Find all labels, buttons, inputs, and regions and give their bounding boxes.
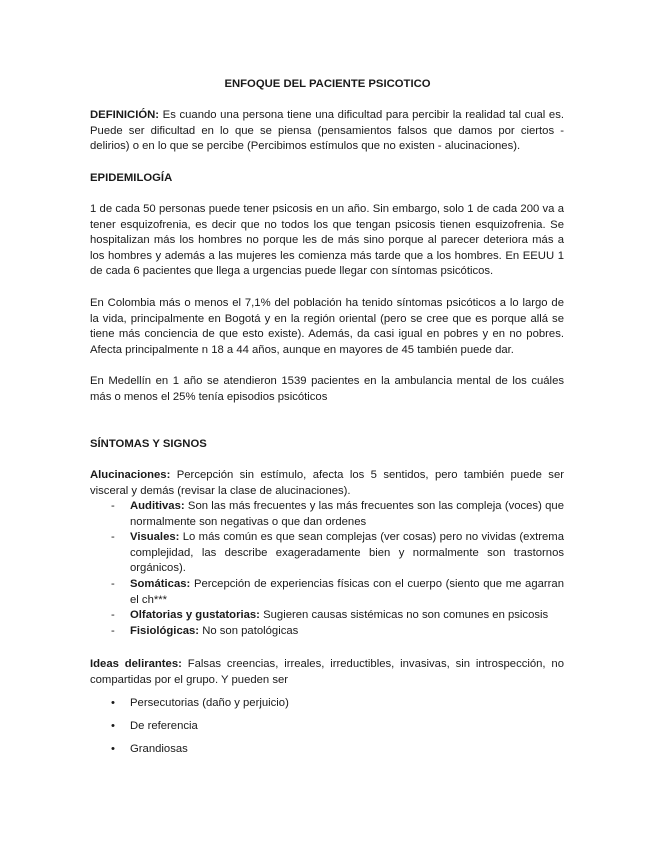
list-item-label: Somáticas: (130, 577, 191, 590)
list-item-label: Fisiológicas: (130, 624, 200, 637)
definition-text: Es cuando una persona tiene una dificultad para percibir la realidad tal cual es. Puede ser dificultad en lo que se piensa (pensamientos falsos que damos por ciertos - delirios) o en lo que se percibe (Percibimos estímulos que no existen - alucinaciones). (90, 109, 564, 153)
hallucinations-list-wrapper (90, 499, 564, 639)
bullet-icon: • (111, 720, 115, 732)
list-item (90, 608, 564, 624)
bullet-icon: • (111, 697, 115, 709)
list-item (90, 624, 564, 640)
definition-paragraph (90, 108, 564, 155)
list-item-text: Persecutorias (daño y perjuicio) (130, 697, 289, 709)
hallucinations-text: Percepción sin estímulo, afecta los 5 sentidos, pero también puede ser visceral y demás (revisar la clase de alucinaciones). (90, 469, 564, 497)
list-item (90, 696, 564, 719)
list-item (90, 742, 564, 765)
epidemiology-paragraph-2: En Colombia más o menos el 7,1% del población ha tenido síntomas psicóticos a lo largo de la vida, principalmente en Bogotá y en la región oriental (pero se cree que es porque allá se tiene más conciencia de que esto existe). Además, da casi igual en pobres y en no pobres. Afecta principalmente n 18 a 44 años, aunque en mayores de 45 también puede dar. (90, 297, 564, 356)
hallucinations-list (90, 499, 564, 639)
delusions-paragraph (90, 657, 564, 688)
list-item-text: Sugieren causas sistémicas no son comunes en psicosis (259, 609, 549, 622)
page-title: ENFOQUE DEL PACIENTE PSICOTICO (224, 78, 431, 90)
delusions-list (90, 696, 564, 765)
bullet-icon: • (111, 743, 115, 755)
list-item-text: No son patológicas (199, 624, 299, 637)
list-item-text: De referencia (130, 720, 198, 732)
symptoms-heading: SÍNTOMAS Y SIGNOS (90, 438, 207, 450)
delusions-text: Falsas creencias, irreales, irreductibles, invasivas, sin introspección, no compartidas por el grupo. Y pueden ser (90, 658, 564, 686)
epidemiology-paragraph-3: En Medellín en 1 año se atendieron 1539 pacientes en la ambulancia mental de los cuáles más o menos el 25% tenía episodios psicóticos (90, 375, 564, 403)
list-item-label: Auditivas: (130, 500, 185, 512)
list-item-text: Percepción de experiencias físicas con el cuerpo (siento que me agarran el ch*** (130, 577, 564, 606)
list-item (90, 577, 564, 608)
list-item-text: Grandiosas (130, 743, 188, 755)
list-item-text: Son las más frecuentes y las más frecuentes son las compleja (voces) que normalmente son negativas o que dan ordenes (130, 500, 564, 528)
list-item (90, 719, 564, 742)
hallucinations-label: Alucinaciones: (90, 469, 171, 481)
delusions-list-wrapper (90, 696, 564, 765)
delusions-label: Ideas delirantes: (90, 658, 182, 670)
list-item-label: Olfatorias y gustatorias: (130, 609, 260, 622)
list-item-label: Visuales: (130, 531, 180, 544)
list-item (90, 499, 564, 530)
epidemiology-heading: EPIDEMILOGÍA (90, 172, 173, 184)
definition-label: DEFINICIÓN: (90, 109, 160, 121)
list-item (90, 530, 564, 577)
epidemiology-paragraph-1: 1 de cada 50 personas puede tener psicosis en un año. Sin embargo, solo 1 de cada 200 va a tener esquizofrenia, es decir que no todos los que tengan psicosis tienen esquizofrenia. Se hospitalizan más los hombres no porque les de más sino porque al parecer deteriora más a los hombres y además a las mujeres les comienza más tarde que a los hombres. En EEUU 1 de cada 6 pacientes que llega a urgencias puede llegar con síntomas psicóticos. (90, 203, 564, 278)
hallucinations-paragraph (90, 468, 564, 499)
list-item-text: Lo más común es que sean complejas (ver cosas) pero no vividas (extrema complejidad, las describe exageradamente bien y normalmente son trastornos orgánicos). (130, 531, 564, 575)
